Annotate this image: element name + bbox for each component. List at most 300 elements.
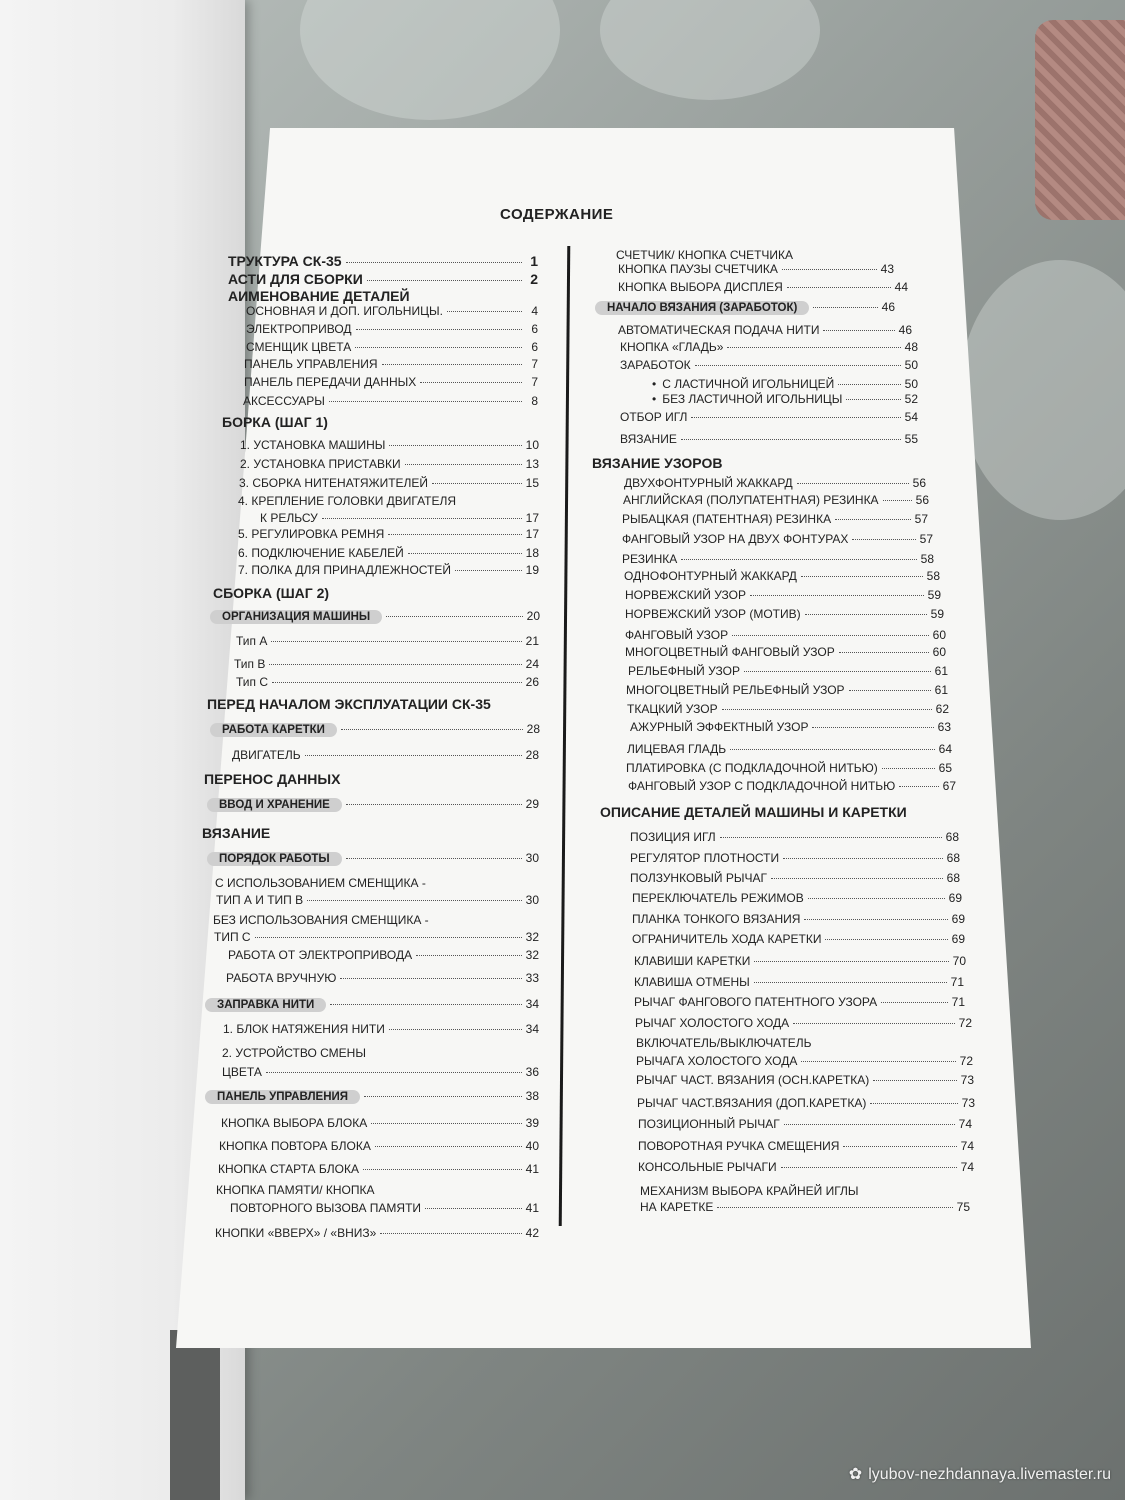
toc-page-number: 63 bbox=[937, 720, 951, 734]
dot-leader bbox=[722, 709, 932, 710]
toc-entry bbox=[238, 494, 539, 508]
toc-page-number: 28 bbox=[526, 722, 540, 736]
toc-entry bbox=[215, 1226, 539, 1240]
toc-entry bbox=[202, 825, 539, 841]
toc-entry bbox=[624, 476, 926, 490]
toc-page-number: 33 bbox=[525, 971, 539, 985]
toc-entry bbox=[626, 761, 952, 775]
toc-entry bbox=[627, 702, 949, 716]
dot-leader bbox=[727, 347, 900, 348]
dot-leader bbox=[375, 1146, 522, 1147]
dot-leader bbox=[883, 500, 912, 501]
toc-entry-label: ФАНГОВЫЙ УЗОР НА ДВУХ ФОНТУРАХ bbox=[622, 532, 849, 546]
dot-leader bbox=[330, 1004, 521, 1005]
dot-leader bbox=[340, 978, 521, 979]
toc-entry-label: РЫЧАГ ЧАСТ. ВЯЗАНИЯ (ОСН.КАРЕТКА) bbox=[636, 1073, 870, 1087]
toc-page-number: 6 bbox=[531, 340, 538, 354]
toc-entry bbox=[595, 300, 895, 315]
dot-leader bbox=[771, 878, 943, 879]
toc-entry bbox=[207, 696, 539, 712]
toc-page-number: 32 bbox=[525, 948, 539, 962]
toc-page-number: 34 bbox=[525, 1022, 539, 1036]
toc-entry bbox=[630, 830, 959, 844]
toc-entry-label: СЧЕТЧИК/ КНОПКА СЧЕТЧИКА bbox=[616, 248, 794, 262]
toc-page-number: 18 bbox=[525, 546, 539, 560]
dot-leader bbox=[873, 1080, 956, 1081]
dot-leader bbox=[447, 311, 522, 312]
toc-entry bbox=[652, 377, 918, 391]
dot-leader bbox=[846, 399, 900, 400]
dot-leader bbox=[801, 576, 923, 577]
dot-leader bbox=[750, 595, 924, 596]
toc-page-number: 70 bbox=[952, 954, 966, 968]
toc-entry-label: ПОВОРОТНАЯ РУЧКА СМЕЩЕНИЯ bbox=[638, 1139, 840, 1153]
toc-entry bbox=[625, 588, 941, 602]
toc-entry bbox=[637, 1096, 975, 1110]
toc-entry-label: КЛАВИШИ КАРЕТКИ bbox=[634, 954, 751, 968]
toc-entry-label: Тип С bbox=[236, 675, 269, 689]
toc-entry-label: КНОПКА ВЫБОРА ДИСПЛЕЯ bbox=[618, 280, 783, 294]
toc-entry bbox=[622, 512, 928, 526]
toc-entry bbox=[216, 1183, 539, 1197]
toc-entry-label: ОРГАНИЗАЦИЯ МАШИНЫ bbox=[210, 610, 382, 624]
dot-leader bbox=[808, 898, 945, 899]
toc-entry-label: ПЕРЕКЛЮЧАТЕЛЬ РЕЖИМОВ bbox=[632, 891, 804, 905]
toc-entry bbox=[222, 1065, 539, 1079]
dot-leader bbox=[839, 652, 929, 653]
dot-leader bbox=[367, 280, 522, 281]
toc-entry bbox=[636, 1036, 973, 1050]
toc-page-number: 65 bbox=[938, 761, 952, 775]
dot-leader bbox=[272, 682, 522, 683]
dot-leader bbox=[408, 553, 522, 554]
toc-entry-label: РЫЧАГ ФАНГОВОГО ПАТЕНТНОГО УЗОРА bbox=[634, 995, 878, 1009]
toc-entry-label: 7. ПОЛКА ДЛЯ ПРИНАДЛЕЖНОСТЕЙ bbox=[238, 563, 452, 577]
toc-entry bbox=[213, 585, 539, 601]
toc-entry-label: РЕЛЬЕФНЫЙ УЗОР bbox=[628, 664, 740, 678]
toc-entry bbox=[243, 394, 538, 408]
toc-entry-label: НАЧАЛО ВЯЗАНИЯ (ЗАРАБОТОК) bbox=[595, 301, 809, 315]
toc-page-number: 42 bbox=[525, 1226, 539, 1240]
dot-leader bbox=[355, 347, 522, 348]
toc-entry-label: ПОЗИЦИЯ ИГЛ bbox=[630, 830, 716, 844]
toc-entry-label: Тип В bbox=[234, 657, 266, 671]
toc-entry bbox=[626, 683, 948, 697]
toc-entry bbox=[228, 288, 538, 304]
toc-entry-label: ВЯЗАНИЕ УЗОРОВ bbox=[592, 455, 723, 471]
toc-entry bbox=[635, 1016, 972, 1030]
toc-page-number: 30 bbox=[525, 893, 539, 907]
toc-page-number: 32 bbox=[525, 930, 539, 944]
toc-entry bbox=[636, 1073, 974, 1087]
toc-page-number: 69 bbox=[951, 932, 965, 946]
toc-page-number: 72 bbox=[959, 1054, 973, 1068]
dot-leader bbox=[695, 365, 901, 366]
toc-entry bbox=[652, 392, 918, 406]
dot-leader bbox=[389, 445, 521, 446]
dot-leader bbox=[870, 1103, 957, 1104]
dot-leader bbox=[389, 1029, 522, 1030]
toc-entry bbox=[260, 511, 539, 525]
toc-entry-label: 3. СБОРКА НИТЕНАТЯЖИТЕЛЕЙ bbox=[239, 476, 429, 490]
dot-leader bbox=[744, 671, 931, 672]
toc-entry bbox=[213, 913, 539, 927]
toc-entry bbox=[632, 932, 965, 946]
toc-page-number: 71 bbox=[950, 975, 964, 989]
toc-entry bbox=[234, 657, 539, 671]
toc-entry bbox=[634, 975, 964, 989]
toc-entry-label: ОПИСАНИЕ ДЕТАЛЕЙ МАШИНЫ И КАРЕТКИ bbox=[600, 804, 907, 820]
toc-page-number: 46 bbox=[898, 323, 912, 337]
toc-entry-label: 2. УСТАНОВКА ПРИСТАВКИ bbox=[240, 457, 401, 471]
toc-entry bbox=[239, 476, 539, 490]
toc-entry-label: 1. БЛОК НАТЯЖЕНИЯ НИТИ bbox=[223, 1022, 385, 1036]
toc-entry-label: НОРВЕЖСКИЙ УЗОР bbox=[625, 588, 747, 602]
toc-page-number: 59 bbox=[930, 607, 944, 621]
toc-entry bbox=[240, 438, 539, 452]
toc-entry-label: ОГРАНИЧИТЕЛЬ ХОДА КАРЕТКИ bbox=[632, 932, 822, 946]
dot-leader bbox=[691, 417, 900, 418]
dot-leader bbox=[386, 616, 522, 617]
left-page-shadow bbox=[170, 1330, 220, 1500]
toc-entry-label: РЫЧАГ ЧАСТ.ВЯЗАНИЯ (ДОП.КАРЕТКА) bbox=[637, 1096, 867, 1110]
dot-leader bbox=[787, 287, 891, 288]
toc-entry bbox=[634, 995, 965, 1009]
toc-entry-label: ФАНГОВЫЙ УЗОР С ПОДКЛАДОЧНОЙ НИТЬЮ bbox=[628, 779, 896, 793]
toc-entry-label: ПЕРЕНОС ДАННЫХ bbox=[204, 771, 341, 787]
dot-leader bbox=[781, 1167, 957, 1168]
dot-leader bbox=[346, 804, 522, 805]
dot-leader bbox=[882, 768, 935, 769]
toc-entry bbox=[638, 1160, 974, 1174]
toc-entry-label: 4. КРЕПЛЕНИЕ ГОЛОВКИ ДВИГАТЕЛЯ bbox=[238, 494, 457, 508]
toc-entry bbox=[207, 851, 539, 866]
toc-entry-label: 6. ПОДКЛЮЧЕНИЕ КАБЕЛЕЙ bbox=[238, 546, 404, 560]
toc-entry-label: ПОЛЗУНКОВЫЙ РЫЧАГ bbox=[630, 871, 768, 885]
dot-leader bbox=[899, 786, 938, 787]
toc-entry-label: ДВУХФОНТУРНЫЙ ЖАККАРД bbox=[624, 476, 793, 490]
toc-page-number: 1 bbox=[530, 253, 538, 269]
toc-entry-label: ВВОД И ХРАНЕНИЕ bbox=[207, 798, 342, 812]
dot-leader bbox=[881, 1002, 948, 1003]
toc-entry-label: ВЯЗАНИЕ bbox=[202, 825, 271, 841]
toc-entry bbox=[246, 322, 538, 336]
dot-leader bbox=[388, 534, 521, 535]
toc-entry-label: КНОПКА СТАРТА БЛОКА bbox=[218, 1162, 359, 1176]
toc-entry bbox=[624, 569, 940, 583]
dot-leader bbox=[825, 939, 947, 940]
toc-page-number: 69 bbox=[951, 912, 965, 926]
dot-leader bbox=[305, 755, 522, 756]
toc-entry bbox=[640, 1184, 978, 1198]
toc-entry bbox=[222, 414, 538, 430]
toc-entry-label: РЫЧАГ ХОЛОСТОГО ХОДА bbox=[635, 1016, 790, 1030]
toc-entry-label: ПАНЕЛЬ УПРАВЛЕНИЯ bbox=[244, 357, 378, 371]
toc-entry bbox=[622, 532, 933, 546]
toc-page-number: 54 bbox=[904, 410, 918, 424]
toc-entry-label: ДВИГАТЕЛЬ bbox=[232, 748, 301, 762]
toc-page-number: 64 bbox=[938, 742, 952, 756]
toc-entry-label: БЕЗ ЛАСТИЧНОЙ ИГОЛЬНИЦЫ bbox=[662, 392, 843, 406]
toc-page-number: 57 bbox=[919, 532, 933, 546]
toc-entry bbox=[638, 1139, 974, 1153]
toc-entry bbox=[623, 493, 929, 507]
toc-entry bbox=[236, 675, 539, 689]
dot-leader bbox=[322, 518, 522, 519]
toc-entry-label: ЭЛЕКТРОПРИВОД bbox=[246, 322, 352, 336]
dot-leader bbox=[346, 262, 522, 263]
toc-page-number: 75 bbox=[956, 1200, 970, 1214]
toc-page-number: 20 bbox=[526, 609, 540, 623]
toc-entry bbox=[638, 1117, 972, 1131]
toc-entry bbox=[630, 720, 951, 734]
toc-entry bbox=[223, 1022, 539, 1036]
toc-entry bbox=[620, 432, 918, 446]
dot-leader bbox=[266, 1072, 522, 1073]
dot-leader bbox=[432, 483, 522, 484]
toc-entry bbox=[600, 804, 931, 820]
toc-entry bbox=[628, 664, 948, 678]
toc-entry-label: ОТБОР ИГЛ bbox=[620, 410, 688, 424]
toc-entry-label: ЛИЦЕВАЯ ГЛАДЬ bbox=[627, 742, 727, 756]
toc-entry-label: АИМЕНОВАНИЕ ДЕТАЛЕЙ bbox=[228, 288, 410, 304]
glass-decoration bbox=[300, 0, 560, 120]
dot-leader bbox=[681, 559, 916, 560]
toc-page-number: 28 bbox=[525, 748, 539, 762]
toc-page-number: 68 bbox=[946, 871, 960, 885]
dot-leader bbox=[269, 664, 521, 665]
toc-entry bbox=[240, 457, 539, 471]
dot-leader bbox=[838, 384, 900, 385]
dot-leader bbox=[793, 1023, 954, 1024]
toc-page-number: 34 bbox=[525, 997, 539, 1011]
dot-leader bbox=[380, 1233, 521, 1234]
toc-page-number: 19 bbox=[525, 563, 539, 577]
toc-entry bbox=[616, 248, 878, 262]
toc-entry bbox=[230, 1201, 539, 1215]
dot-leader bbox=[364, 1096, 522, 1097]
dot-leader bbox=[813, 307, 877, 308]
toc-page-number: 48 bbox=[904, 340, 918, 354]
toc-entry bbox=[218, 1162, 539, 1176]
toc-entry bbox=[244, 375, 538, 389]
toc-entry-label: МНОГОЦВЕТНЫЙ РЕЛЬЕФНЫЙ УЗОР bbox=[626, 683, 845, 697]
toc-page-number: 36 bbox=[525, 1065, 539, 1079]
dot-leader bbox=[754, 961, 948, 962]
toc-entry bbox=[204, 771, 539, 787]
toc-page-number: 73 bbox=[961, 1096, 975, 1110]
toc-entry-label: КНОПКА ВЫБОРА БЛОКА bbox=[221, 1116, 368, 1130]
toc-entry bbox=[219, 1139, 539, 1153]
toc-page-number: 58 bbox=[920, 552, 934, 566]
toc-page-number: 61 bbox=[934, 664, 948, 678]
toc-entry bbox=[625, 645, 946, 659]
toc-entry bbox=[244, 357, 538, 371]
toc-page-number: 7 bbox=[531, 357, 538, 371]
toc-entry-label: АСТИ ДЛЯ СБОРКИ bbox=[228, 271, 363, 287]
toc-entry bbox=[205, 997, 539, 1012]
toc-page-number: 56 bbox=[912, 476, 926, 490]
toc-entry-label: КНОПКА ПОВТОРА БЛОКА bbox=[219, 1139, 371, 1153]
toc-entry-label: ТРУКТУРА СК-35 bbox=[228, 253, 342, 269]
toc-entry-label: ОДНОФОНТУРНЫЙ ЖАККАРД bbox=[624, 569, 797, 583]
toc-page-number: 62 bbox=[935, 702, 949, 716]
toc-entry-label: БОРКА (ШАГ 1) bbox=[222, 414, 328, 430]
knitted-fabric bbox=[1035, 20, 1125, 220]
toc-page-number: 15 bbox=[525, 476, 539, 490]
toc-entry-label: КНОПКИ «ВВЕРХ» / «ВНИЗ» bbox=[215, 1226, 377, 1240]
toc-entry-label: ПОЗИЦИОННЫЙ РЫЧАГ bbox=[638, 1117, 780, 1131]
dot-leader bbox=[371, 1123, 521, 1124]
toc-page-number: 21 bbox=[525, 634, 539, 648]
toc-entry-label: 5. РЕГУЛИРОВКА РЕМНЯ bbox=[238, 527, 385, 541]
toc-page-number: 71 bbox=[951, 995, 965, 1009]
toc-entry bbox=[625, 607, 944, 621]
toc-entry-label: Тип А bbox=[236, 634, 268, 648]
toc-page-number: 10 bbox=[525, 438, 539, 452]
toc-entry bbox=[618, 262, 894, 276]
glass-decoration bbox=[600, 0, 820, 100]
toc-entry bbox=[625, 628, 946, 642]
toc-entry-label: КОНСОЛЬНЫЕ РЫЧАГИ bbox=[638, 1160, 777, 1174]
toc-entry bbox=[632, 891, 962, 905]
toc-page-number: 68 bbox=[946, 851, 960, 865]
flower-icon: ✿ bbox=[848, 1466, 863, 1483]
toc-entry-label: ЗАПРАВКА НИТИ bbox=[205, 998, 326, 1012]
dot-leader bbox=[425, 1208, 522, 1209]
toc-entry bbox=[636, 1054, 973, 1068]
dot-leader bbox=[717, 1207, 952, 1208]
dot-leader bbox=[455, 570, 522, 571]
toc-entry bbox=[630, 851, 960, 865]
dot-leader bbox=[852, 539, 915, 540]
dot-leader bbox=[363, 1169, 522, 1170]
toc-entry bbox=[238, 563, 539, 577]
toc-entry-label: РЕГУЛЯТОР ПЛОТНОСТИ bbox=[630, 851, 780, 865]
toc-entry bbox=[618, 323, 912, 337]
glass-decoration bbox=[960, 260, 1125, 520]
toc-entry-label: КЛАВИША ОТМЕНЫ bbox=[634, 975, 750, 989]
page-title: СОДЕРЖАНИЕ bbox=[500, 206, 614, 223]
toc-entry-label: ПЛАНКА ТОНКОГО ВЯЗАНИЯ bbox=[632, 912, 801, 926]
dot-leader bbox=[271, 641, 521, 642]
dot-leader bbox=[720, 837, 942, 838]
toc-entry bbox=[634, 954, 966, 968]
toc-page-number: 58 bbox=[926, 569, 940, 583]
toc-entry-label: СБОРКА (ШАГ 2) bbox=[213, 585, 330, 601]
toc-entry-label: ТИП С bbox=[214, 930, 251, 944]
toc-entry bbox=[246, 340, 538, 354]
toc-page-number: 67 bbox=[942, 779, 956, 793]
toc-entry bbox=[627, 742, 952, 756]
toc-entry bbox=[592, 455, 742, 471]
dot-leader bbox=[341, 729, 523, 730]
watermark bbox=[849, 1464, 1111, 1484]
toc-entry-label: МНОГОЦВЕТНЫЙ ФАНГОВЫЙ УЗОР bbox=[625, 645, 835, 659]
toc-entry bbox=[620, 340, 918, 354]
toc-entry bbox=[228, 948, 539, 962]
toc-page-number: 26 bbox=[525, 675, 539, 689]
watermark-text: lyubov-nezhdannaya.livemaster.ru bbox=[868, 1466, 1111, 1483]
toc-entry bbox=[221, 1116, 539, 1130]
toc-entry-label: ТИП А И ТИП В bbox=[216, 893, 304, 907]
toc-page-number: 17 bbox=[525, 511, 539, 525]
toc-page-number: 13 bbox=[525, 457, 539, 471]
toc-entry bbox=[640, 1200, 970, 1214]
toc-page-number: 55 bbox=[904, 432, 918, 446]
toc-page-number: 38 bbox=[525, 1089, 539, 1103]
dot-leader bbox=[329, 401, 522, 402]
toc-page-number: 44 bbox=[894, 280, 908, 294]
toc-entry-label: БЕЗ ИСПОЛЬЗОВАНИЯ СМЕНЩИКА - bbox=[213, 913, 429, 927]
toc-entry-label: К РЕЛЬСУ bbox=[260, 511, 318, 525]
toc-entry-label: АЖУРНЫЙ ЭФФЕКТНЫЙ УЗОР bbox=[630, 720, 809, 734]
toc-entry bbox=[210, 609, 540, 624]
toc-page-number: 41 bbox=[525, 1162, 539, 1176]
toc-entry bbox=[632, 912, 965, 926]
toc-page-number: 57 bbox=[914, 512, 928, 526]
toc-entry bbox=[246, 304, 538, 318]
dot-leader bbox=[823, 330, 894, 331]
toc-page-number: 60 bbox=[932, 628, 946, 642]
toc-page-number: 29 bbox=[525, 797, 539, 811]
dot-leader bbox=[843, 1146, 956, 1147]
toc-page-number: 40 bbox=[525, 1139, 539, 1153]
toc-page-number: 43 bbox=[880, 262, 894, 276]
toc-entry-label: РАБОТА ОТ ЭЛЕКТРОПРИВОДА bbox=[228, 948, 413, 962]
dot-leader bbox=[782, 269, 877, 270]
toc-page-number: 46 bbox=[881, 300, 895, 314]
toc-entry bbox=[232, 748, 539, 762]
dot-leader bbox=[804, 919, 947, 920]
toc-entry bbox=[210, 722, 540, 737]
toc-entry-label: КНОПКА ПАУЗЫ СЧЕТЧИКА bbox=[618, 262, 778, 276]
dot-leader bbox=[801, 1061, 955, 1062]
toc-entry-label: РАБОТА КАРЕТКИ bbox=[210, 723, 337, 737]
toc-entry bbox=[630, 871, 960, 885]
toc-entry-label: ПЕРЕД НАЧАЛОМ ЭКСПЛУАТАЦИИ СК-35 bbox=[207, 696, 491, 712]
toc-entry-label: ТКАЦКИЙ УЗОР bbox=[627, 702, 718, 716]
toc-entry-label: 1. УСТАНОВКА МАШИНЫ bbox=[240, 438, 386, 452]
toc-entry-label: С ЛАСТИЧНОЙ ИГОЛЬНИЦЕЙ bbox=[662, 377, 835, 391]
toc-entry-label: РАБОТА ВРУЧНУЮ bbox=[226, 971, 337, 985]
dot-leader bbox=[812, 727, 933, 728]
toc-entry-label: 2. УСТРОЙСТВО СМЕНЫ bbox=[222, 1046, 366, 1060]
dot-leader bbox=[797, 483, 909, 484]
dot-leader bbox=[732, 635, 929, 636]
toc-page-number: 4 bbox=[531, 304, 538, 318]
dot-leader bbox=[356, 329, 522, 330]
bullet-icon: • bbox=[652, 377, 657, 391]
toc-entry bbox=[216, 893, 539, 907]
toc-entry-label: АКСЕССУАРЫ bbox=[243, 394, 325, 408]
dot-leader bbox=[783, 858, 943, 859]
toc-page-number: 39 bbox=[525, 1116, 539, 1130]
toc-page-number: 72 bbox=[958, 1016, 972, 1030]
dot-leader bbox=[805, 614, 927, 615]
toc-entry bbox=[228, 271, 538, 287]
toc-entry bbox=[228, 253, 538, 269]
toc-page-number: 30 bbox=[525, 851, 539, 865]
dot-leader bbox=[681, 439, 901, 440]
toc-page-number: 41 bbox=[525, 1201, 539, 1215]
dot-leader bbox=[307, 900, 522, 901]
toc-entry bbox=[620, 358, 918, 372]
toc-entry bbox=[620, 410, 918, 424]
toc-page-number: 59 bbox=[927, 588, 941, 602]
toc-page-number: 2 bbox=[530, 271, 538, 287]
toc-entry bbox=[622, 552, 934, 566]
